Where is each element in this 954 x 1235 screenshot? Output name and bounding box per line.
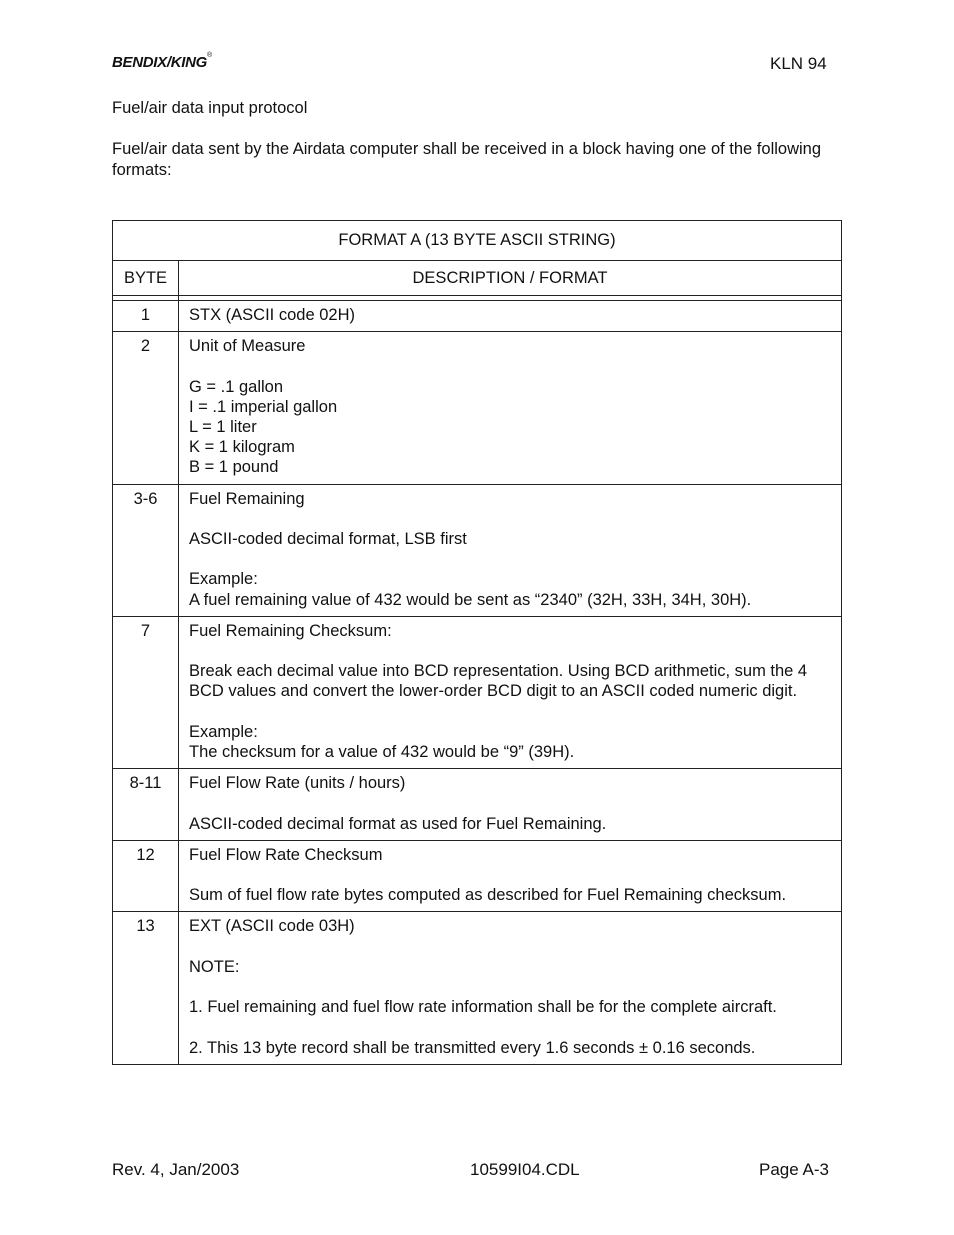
- description-line: Break each decimal value into BCD representation. Using BCD arithmetic, sum the 4: [189, 662, 808, 681]
- brand-logo-text: BENDIX/KING: [112, 54, 208, 71]
- description-cell: [179, 484, 842, 616]
- description-cell: [179, 840, 842, 912]
- byte-cell: 2: [113, 332, 179, 484]
- byte-cell: 1: [113, 301, 179, 332]
- table-body: [113, 301, 842, 1065]
- description-line: [189, 937, 831, 957]
- table-row: [113, 912, 842, 1064]
- section-title: Fuel/air data input protocol: [112, 99, 308, 117]
- table-row: [113, 840, 842, 912]
- description-line: STX (ASCII code 02H): [189, 306, 355, 324]
- description-line: Example:: [189, 722, 258, 741]
- description-cell: [179, 332, 842, 484]
- table-row: [113, 769, 842, 841]
- description-line: [189, 865, 831, 885]
- byte-cell: 3-6: [113, 484, 179, 616]
- table-row: [113, 484, 842, 616]
- description-line: [189, 1017, 831, 1037]
- table-header-row: [113, 261, 842, 296]
- footer-revision: Rev. 4, Jan/2003: [112, 1160, 240, 1179]
- description-line: BCD values and convert the lower-order BCD digit to an ASCII coded numeric digit.: [189, 682, 798, 701]
- description-line: B = 1 pound: [189, 458, 279, 477]
- description-line: 1. Fuel remaining and fuel flow rate information shall be for the complete aircraft.: [189, 998, 777, 1017]
- description-line: I = .1 imperial gallon: [189, 397, 338, 416]
- description-line: L = 1 liter: [189, 418, 257, 436]
- description-cell: [179, 301, 842, 332]
- description-line: Fuel Remaining Checksum:: [189, 621, 392, 640]
- table-row: [113, 332, 842, 484]
- description-line: Fuel Remaining: [189, 489, 305, 508]
- description-line: [189, 509, 831, 529]
- description-line: The checksum for a value of 432 would be “9” (39H).: [189, 742, 575, 761]
- description-line: Unit of Measure: [189, 337, 306, 356]
- column-header-description: DESCRIPTION / FORMAT: [179, 261, 842, 296]
- description-line: Fuel Flow Rate (units / hours): [189, 774, 406, 793]
- description-line: G = .1 gallon: [189, 377, 284, 396]
- footer-page-number: Page A-3: [759, 1160, 829, 1179]
- description-line: [189, 702, 831, 722]
- description-line: [189, 641, 831, 661]
- description-line: A fuel remaining value of 432 would be sent as “2340” (32H, 33H, 34H, 30H).: [189, 590, 752, 609]
- description-line: [189, 549, 831, 569]
- description-cell: [179, 769, 842, 841]
- description-line: K = 1 kilogram: [189, 438, 295, 457]
- description-line: NOTE:: [189, 957, 240, 976]
- model-label: KLN 94: [770, 54, 827, 73]
- table-title-row: [113, 221, 842, 261]
- table-row: [113, 616, 842, 768]
- table-title: FORMAT A (13 BYTE ASCII STRING): [113, 221, 842, 261]
- description-line: [189, 977, 831, 997]
- intro-paragraph: Fuel/air data sent by the Airdata computer shall be received in a block having one of the following formats:: [112, 140, 822, 179]
- description-line: Example:: [189, 570, 258, 589]
- registered-mark: ®: [207, 52, 212, 59]
- footer-doc-id: 10599I04.CDL: [470, 1160, 580, 1179]
- description-line: Fuel Flow Rate Checksum: [189, 845, 383, 864]
- description-line: [189, 356, 831, 376]
- byte-cell: 7: [113, 616, 179, 768]
- table-row: [113, 301, 842, 332]
- brand-logo: [112, 54, 212, 71]
- description-cell: [179, 912, 842, 1064]
- description-line: [189, 793, 831, 813]
- description-line: 2. This 13 byte record shall be transmitted every 1.6 seconds ± 0.16 seconds.: [189, 1038, 756, 1057]
- column-header-byte: BYTE: [113, 261, 179, 296]
- description-cell: [179, 616, 842, 768]
- description-line: ASCII-coded decimal format as used for Fuel Remaining.: [189, 814, 607, 833]
- description-line: EXT (ASCII code 03H): [189, 917, 355, 936]
- byte-cell: 12: [113, 840, 179, 912]
- byte-cell: 13: [113, 912, 179, 1064]
- description-line: ASCII-coded decimal format, LSB first: [189, 530, 467, 548]
- byte-cell: 8-11: [113, 769, 179, 841]
- format-table: [112, 220, 842, 1065]
- description-line: Sum of fuel flow rate bytes computed as described for Fuel Remaining checksum.: [189, 886, 787, 905]
